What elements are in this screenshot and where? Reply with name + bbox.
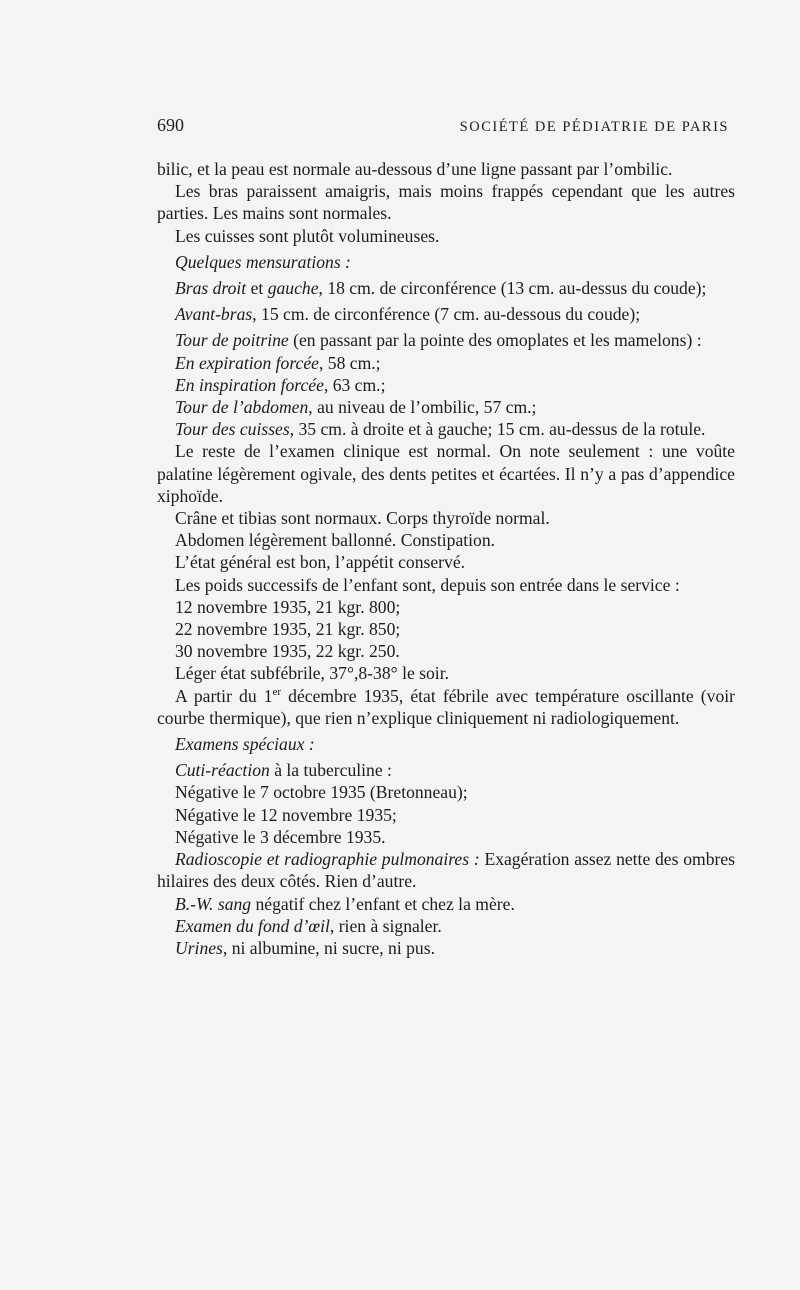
paragraph-radiography: Radioscopie et radiographie pulmonaires : Exagération assez nette des ombres hilaires des deux côtés. Rien d’autre. (157, 849, 736, 892)
paragraph-fever: A partir du 1er décembre 1935, état fébrile avec température oscillante (voir courbe thermique), que rien n’explique cliniquement ni radiologiquement. (157, 685, 735, 728)
running-title: SOCIÉTÉ DE PÉDIATRIE DE PARIS (459, 119, 729, 135)
page-body (157, 114, 735, 959)
page-header (157, 114, 735, 158)
paragraph-thighs: Les cuisses sont plutôt volumineuses. (175, 225, 440, 246)
weight-entry: 22 novembre 1935, 21 kgr. 850; (175, 619, 401, 640)
paragraph-continuation: bilic, et la peau est normale au-dessous d’une ligne passant par l’ombilic. (157, 159, 673, 179)
paragraph-urine: Urines, ni albumine, ni sucre, ni pus. (175, 937, 435, 958)
paragraph-clinical-exam: Le reste de l’examen clinique est normal. On note seulement : une voûte palatine légèrement ogivale, des dents petites et écartées. Il n’y a pas d’appendice xiphoïde. (157, 441, 735, 506)
paragraph-expiration: En expiration forcée, 58 cm.; (175, 352, 381, 373)
paragraph-chest-measure: Tour de poitrine (en passant par la pointe des omoplates et les mamelons) : (175, 330, 702, 351)
paragraph-special-exams-heading: Examens spéciaux : (175, 734, 315, 755)
paragraph-cuti-reaction: Cuti-réaction à la tuberculine : (175, 760, 392, 781)
paragraph-abdomen-measure: Tour de l’abdomen, au niveau de l’ombilic, 57 cm.; (175, 397, 537, 418)
weight-entry: 12 novembre 1935, 21 kgr. 800; (175, 596, 401, 617)
test-result-entry: Négative le 3 décembre 1935. (175, 826, 386, 847)
paragraph-thigh-measure: Tour des cuisses, 35 cm. à droite et à gauche; 15 cm. au-dessus de la rotule. (175, 419, 706, 440)
paragraph-general-state: L’état général est bon, l’appétit conservé. (175, 552, 466, 573)
paragraph-subfebrile: Léger état subfébrile, 37°,8-38° le soir. (175, 663, 449, 684)
page-number: 690 (157, 115, 184, 135)
test-result-entry: Négative le 7 octobre 1935 (Bretonneau); (175, 782, 468, 803)
test-result-entry: Négative le 12 novembre 1935; (175, 804, 397, 825)
paragraph-skull: Crâne et tibias sont normaux. Corps thyroïde normal. (175, 508, 550, 529)
paragraph-arm-measure: Bras droit et gauche, 18 cm. de circonférence (13 cm. au-dessus du coude); (175, 278, 707, 299)
paragraph-abdomen: Abdomen légèrement ballonné. Constipation. (175, 530, 496, 551)
paragraph-bw-test: B.-W. sang négatif chez l’enfant et chez la mère. (175, 893, 515, 914)
paragraph-weights: Les poids successifs de l’enfant sont, depuis son entrée dans le service : (175, 574, 680, 595)
weight-entry: 30 novembre 1935, 22 kgr. 250. (175, 641, 400, 662)
paragraph-arms: Les bras paraissent amaigris, mais moins frappés cependant que les autres parties. Les mains sont normales. (157, 181, 735, 224)
paragraph-eye-exam: Examen du fond d’œil, rien à signaler. (175, 915, 442, 936)
paragraph-measurements-heading: Quelques mensurations : (175, 251, 351, 272)
paragraph-inspiration: En inspiration forcée, 63 cm.; (175, 374, 386, 395)
paragraph-forearm-measure: Avant-bras, 15 cm. de circonférence (7 cm. au-dessous du coude); (175, 304, 641, 325)
